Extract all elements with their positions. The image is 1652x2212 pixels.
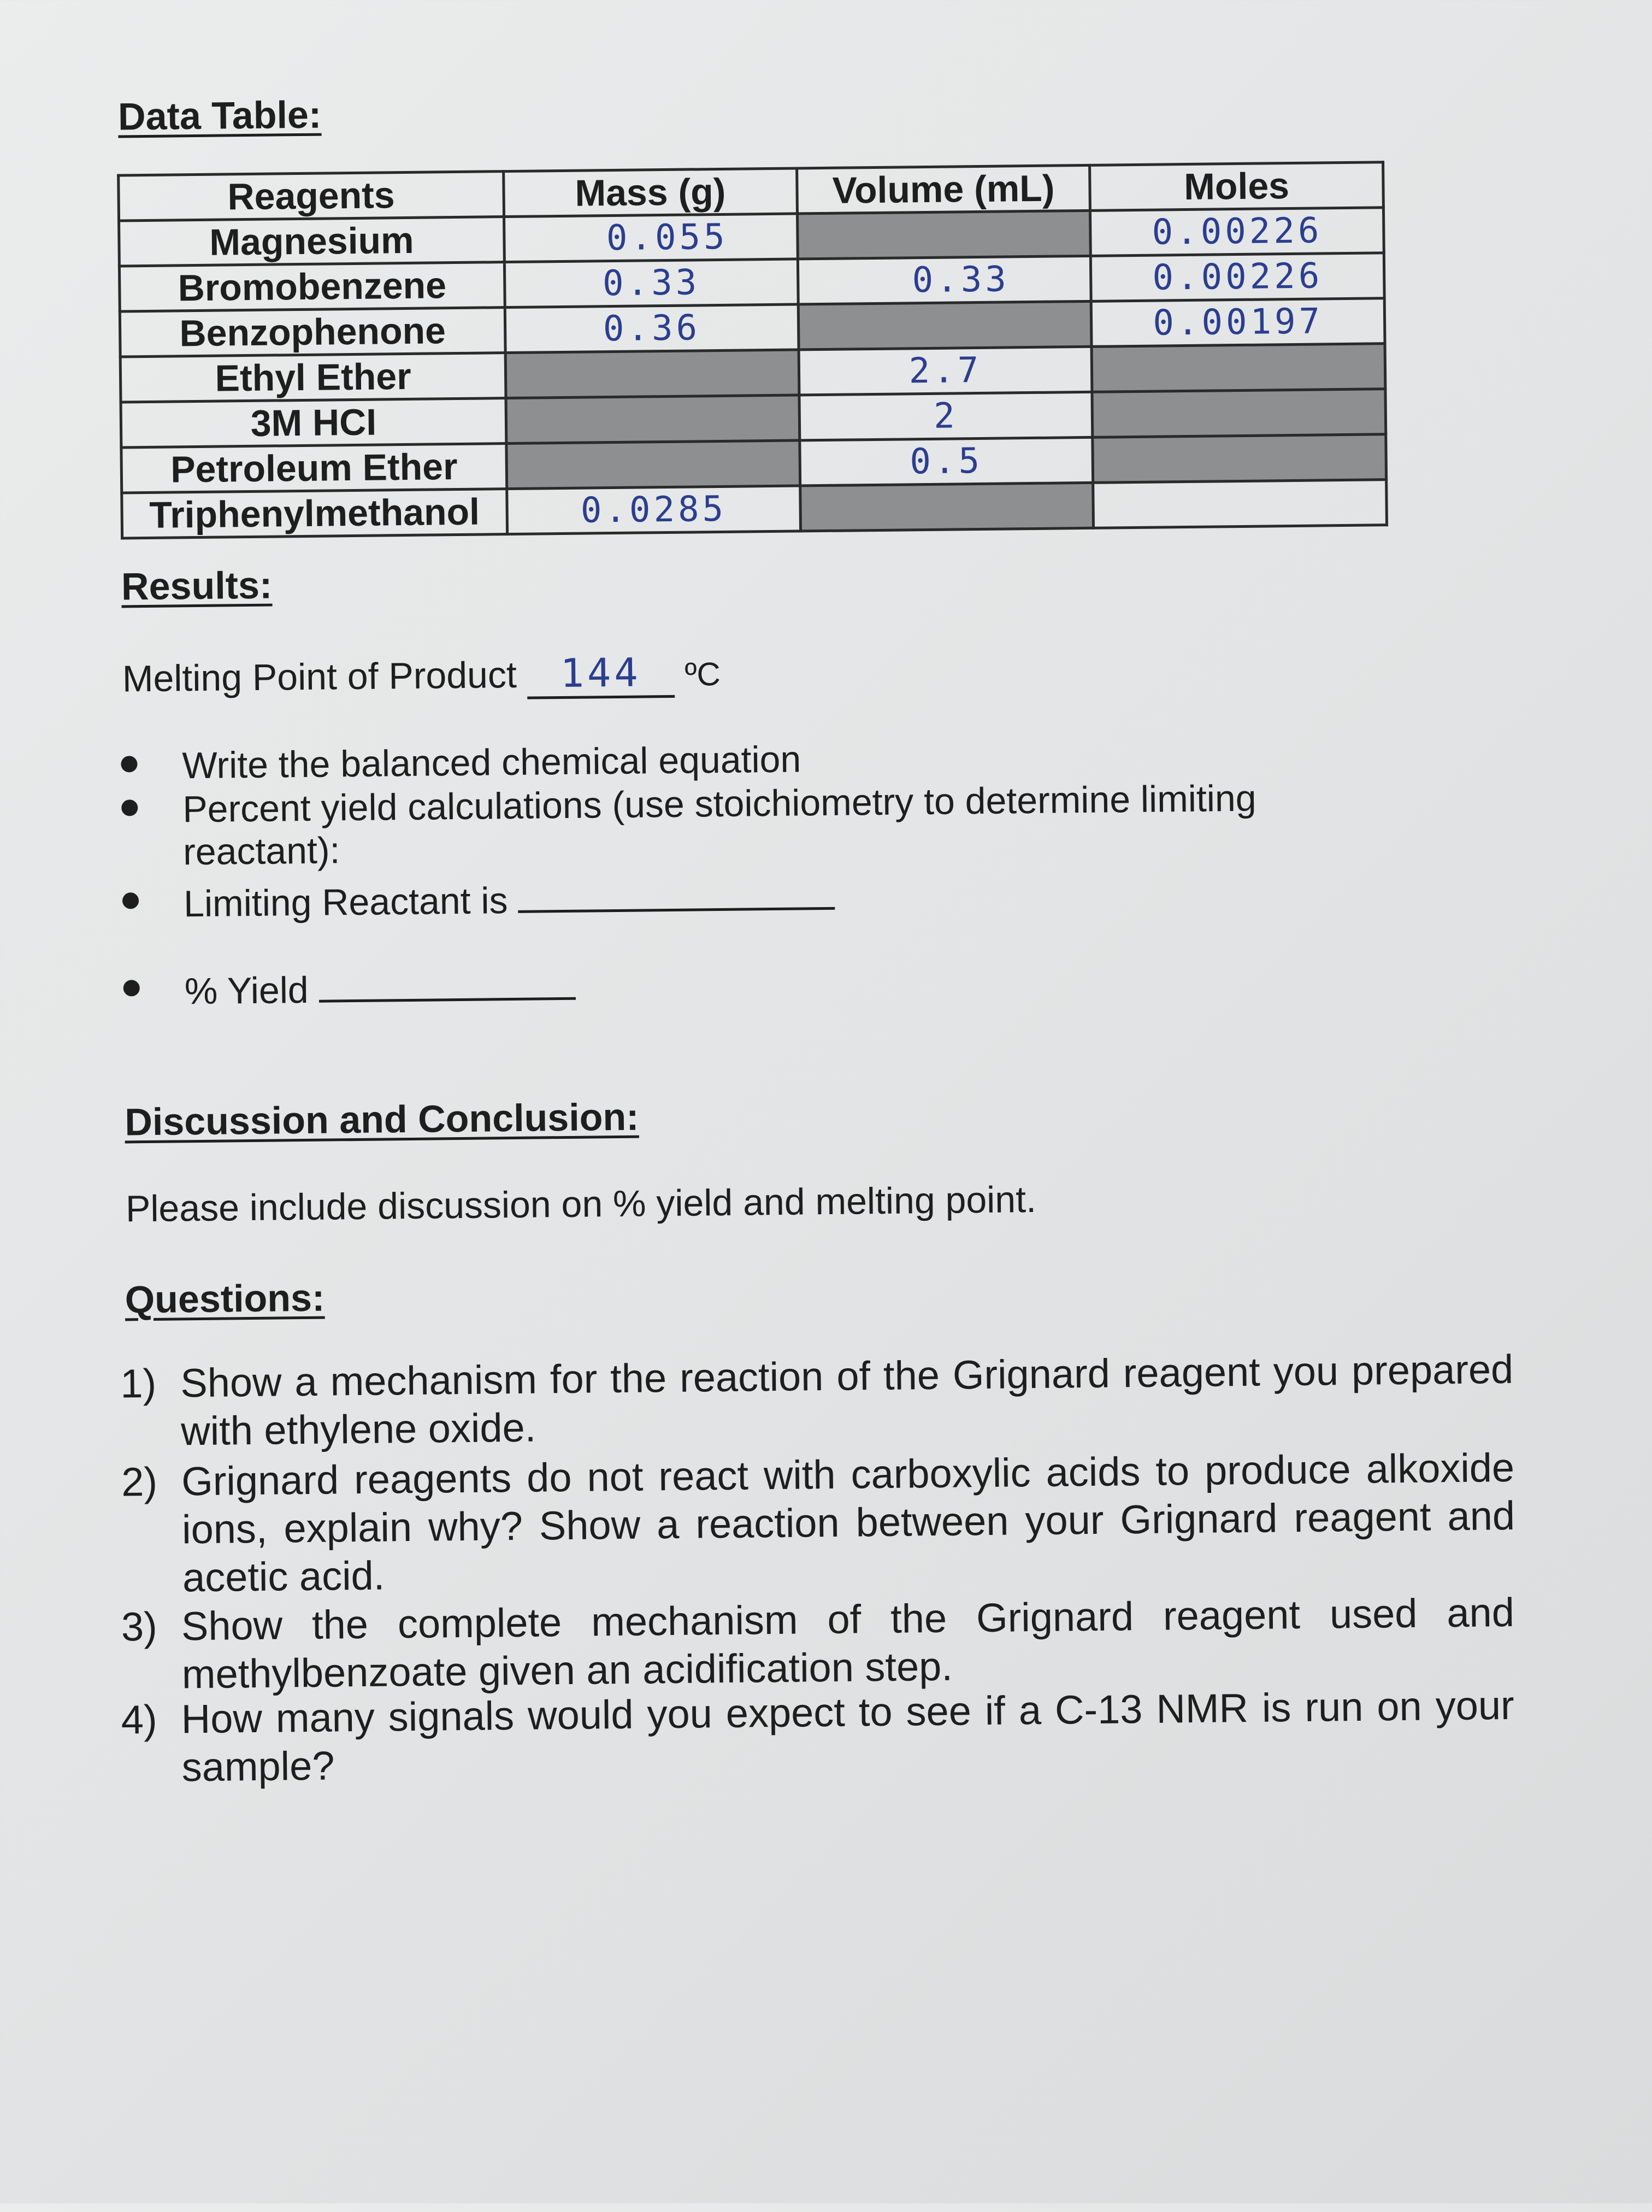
- question-number: 2): [121, 1458, 158, 1505]
- reagent-cell: Ethyl Ether: [120, 353, 506, 402]
- moles-cell-shaded: [1092, 389, 1386, 438]
- mass-cell-shaded: [505, 350, 799, 398]
- bullet-text: [184, 956, 1386, 1013]
- melting-point-unit: ºC: [685, 655, 721, 693]
- reagent-cell: 3M HCI: [121, 398, 506, 448]
- melting-point-label: Melting Point of Product: [122, 654, 517, 700]
- bullet-text: [184, 868, 1386, 925]
- question-text: Show a mechanism for the reaction of the Grignard reagent you prepared with ethylene oxide.: [180, 1346, 1514, 1454]
- column-header-volume: Volume (mL): [796, 165, 1090, 214]
- column-header-reagents: Reagents: [119, 172, 504, 221]
- mass-cell: 0.055: [504, 214, 798, 262]
- question-item: [120, 1345, 1514, 1454]
- mass-cell: 0.36: [505, 304, 798, 353]
- reagent-cell: Petroleum Ether: [121, 444, 507, 493]
- bullet-dot: [121, 799, 138, 816]
- question-number: 1): [120, 1360, 157, 1407]
- discussion-text: Please include discussion on % yield and melting point.: [125, 1178, 1037, 1230]
- question-text: How many signals would you expect to see if a C-13 NMR is run on your sample?: [181, 1682, 1515, 1790]
- bullet-dot: [123, 980, 140, 996]
- limiting-reactant-label: Limiting Reactant is: [183, 880, 508, 925]
- discussion-heading: Discussion and Conclusion:: [124, 1095, 639, 1144]
- mass-cell-shaded: [506, 395, 799, 444]
- questions-heading: Questions:: [125, 1276, 325, 1321]
- moles-cell: 0.00226: [1091, 253, 1385, 302]
- data-table-heading: Data Table:: [117, 93, 322, 138]
- moles-cell: [1093, 480, 1387, 528]
- volume-cell: 0.33: [798, 256, 1091, 304]
- volume-cell: 0.5: [799, 437, 1093, 486]
- reagent-cell: Magnesium: [119, 217, 505, 266]
- mass-cell: 0.33: [504, 259, 798, 308]
- volume-cell-shaded: [797, 210, 1090, 259]
- bullet-dot: [122, 892, 139, 909]
- melting-point-line: [122, 649, 721, 703]
- question-text: Show the complete mechanism of the Grignard reagent used and methylbenzoate given an acidification step.: [181, 1589, 1515, 1697]
- moles-cell: 0.00197: [1092, 298, 1385, 347]
- mass-cell: 0.0285: [507, 486, 800, 534]
- volume-cell: 2: [799, 392, 1093, 440]
- moles-cell-shaded: [1092, 344, 1385, 392]
- data-table: [117, 161, 1388, 539]
- melting-point-blank: [527, 649, 675, 699]
- percent-yield-blank: [318, 964, 576, 1003]
- bullet-text: Write the balanced chemical equation: [182, 738, 801, 787]
- bullet-text: Percent yield calculations (use stoichiometry to determine limiting reactant):: [182, 777, 1256, 873]
- moles-cell: 0.00226: [1090, 208, 1384, 256]
- results-heading: Results:: [121, 563, 273, 608]
- volume-cell: 2.7: [799, 346, 1092, 395]
- melting-point-value: 144: [560, 649, 642, 697]
- column-header-mass: Mass (g): [504, 168, 797, 217]
- moles-cell-shaded: [1093, 434, 1386, 483]
- reagent-cell: Triphenylmethanol: [122, 489, 508, 538]
- limiting-reactant-blank: [518, 874, 835, 913]
- volume-cell-shaded: [798, 301, 1092, 350]
- question-number: 3): [121, 1603, 158, 1650]
- question-text: Grignard reagents do not react with carboxylic acids to produce alkoxide ions, explain why? Show a reaction between your Grignard reagent and acetic acid.: [181, 1444, 1515, 1601]
- mass-cell-shaded: [506, 440, 800, 489]
- question-number: 4): [121, 1696, 158, 1743]
- bullet-dot: [121, 756, 137, 772]
- volume-cell-shaded: [800, 483, 1093, 531]
- column-header-moles: Moles: [1090, 162, 1384, 211]
- percent-yield-label: % Yield: [184, 969, 309, 1013]
- reagent-cell: Benzophenone: [120, 308, 505, 357]
- reagent-cell: Bromobenzene: [119, 262, 505, 311]
